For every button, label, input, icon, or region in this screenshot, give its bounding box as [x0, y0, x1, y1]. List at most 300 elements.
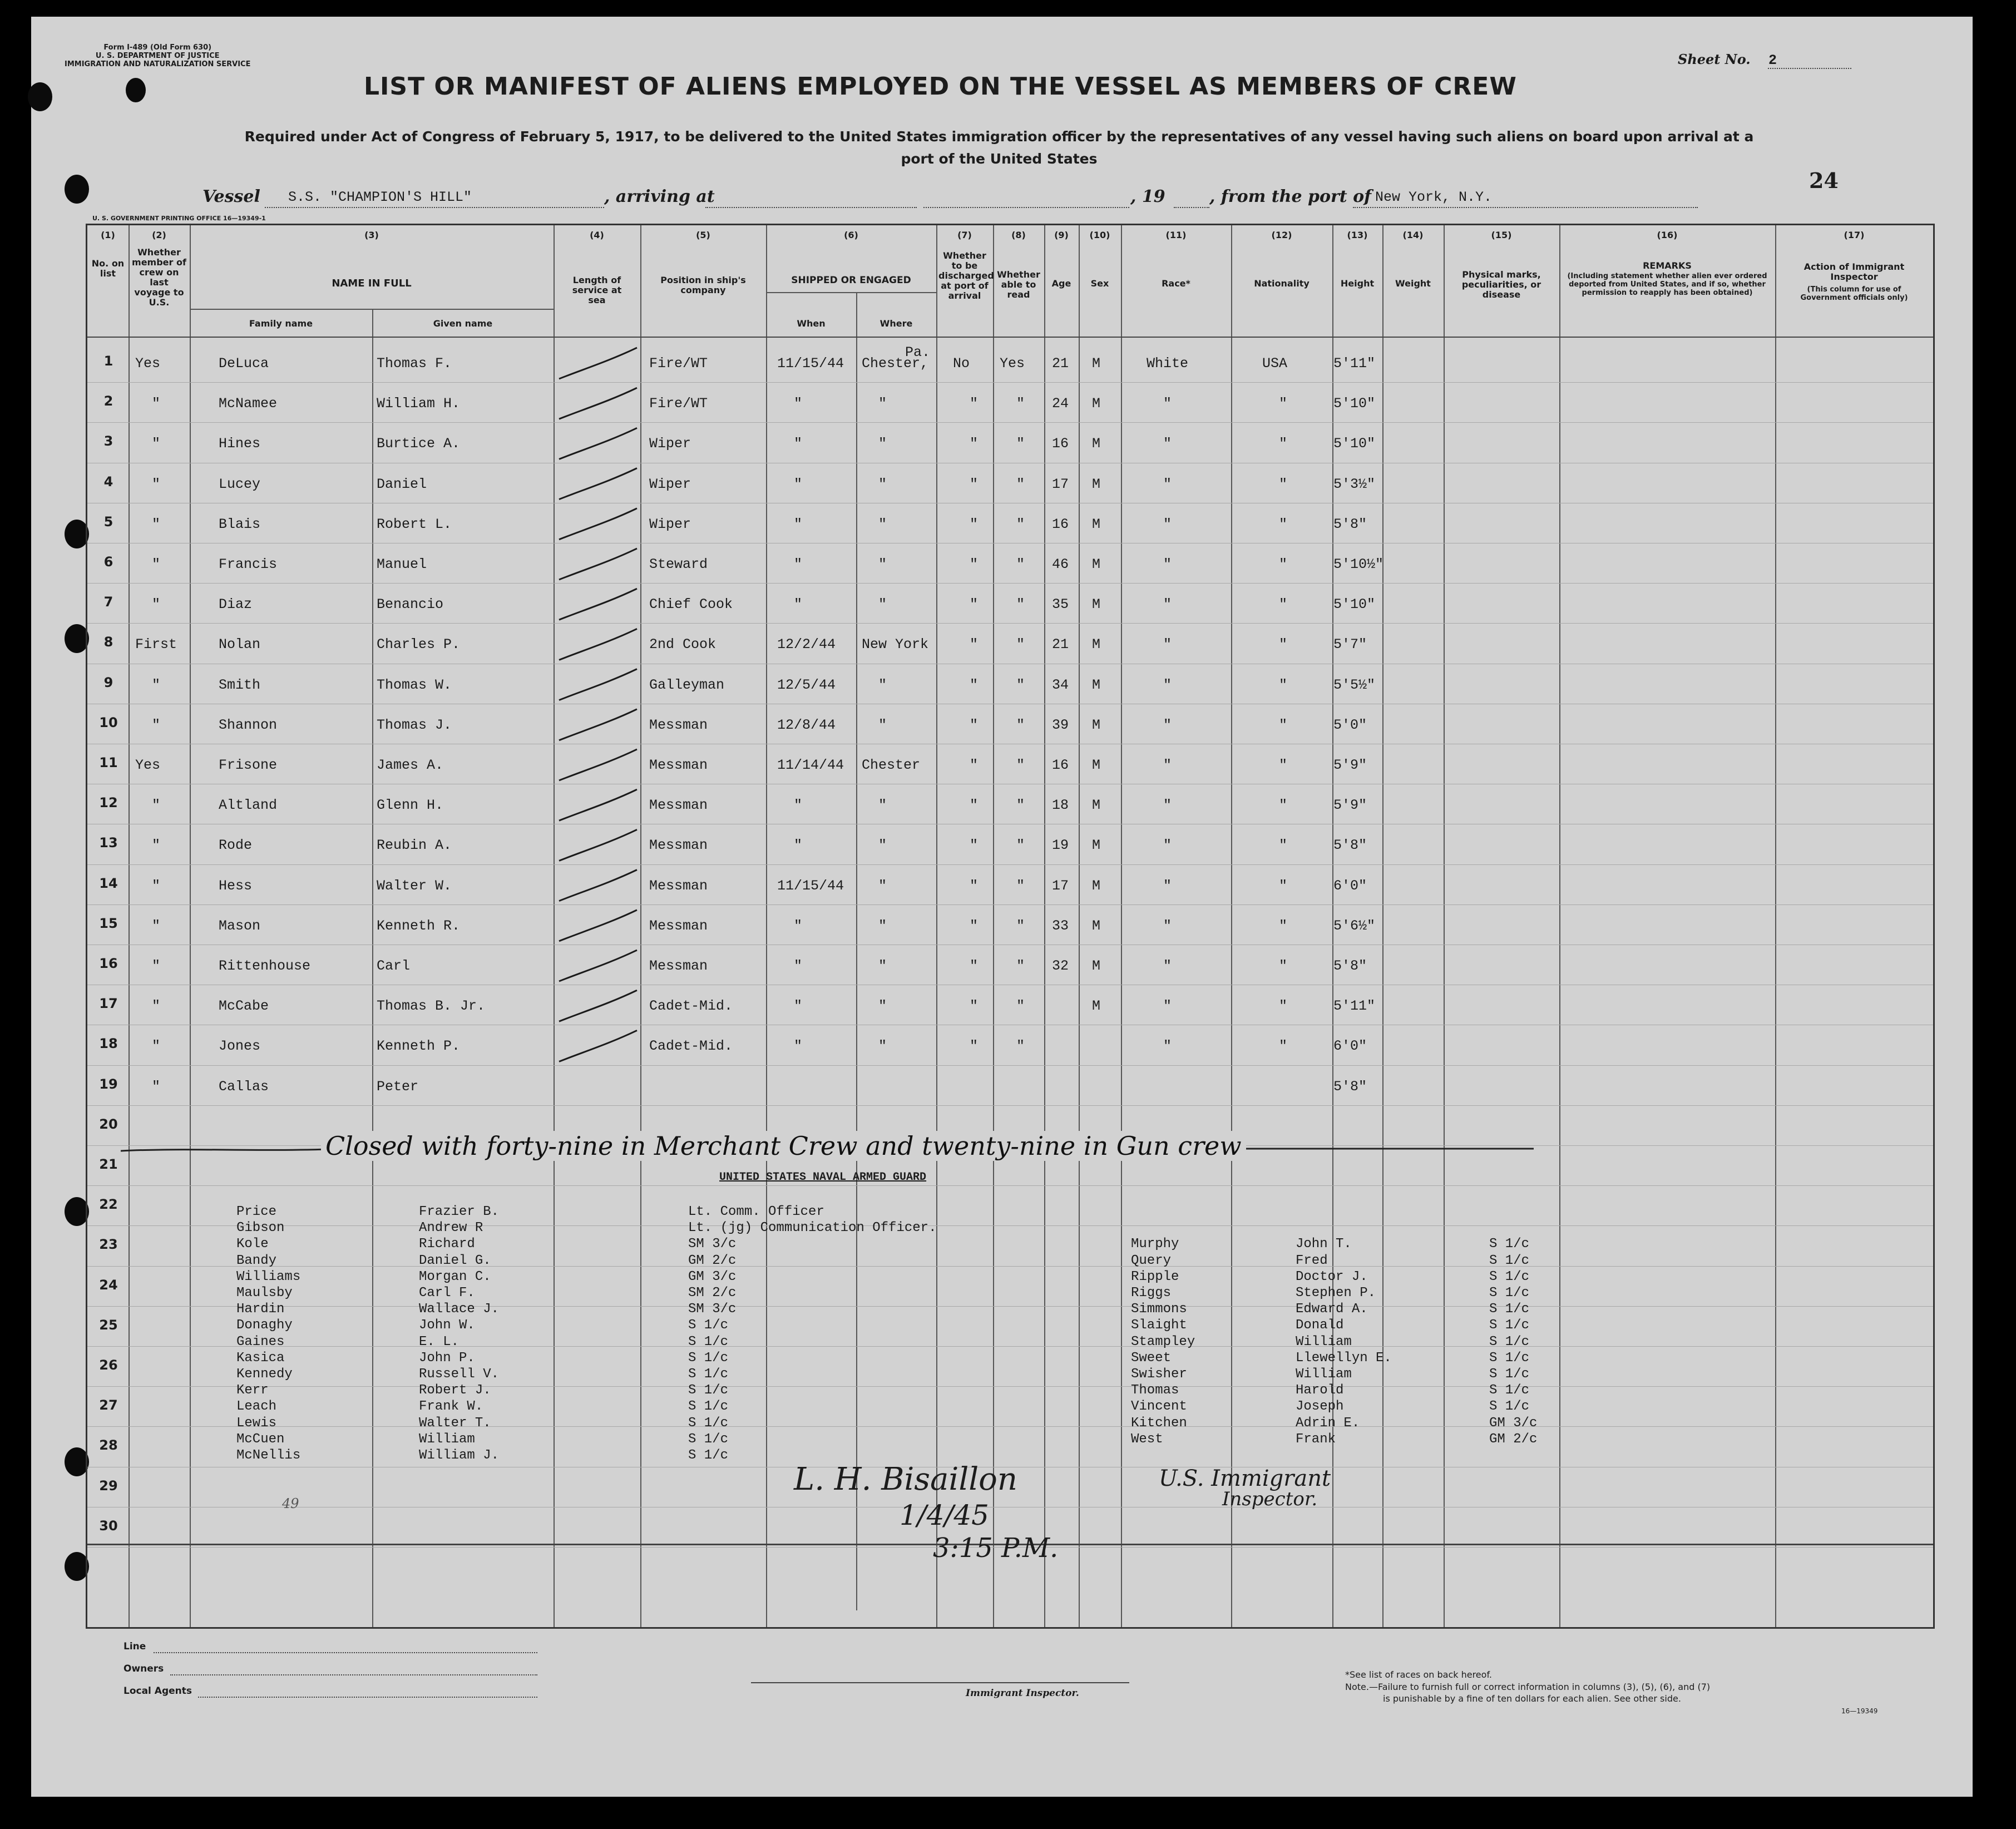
position: Wiper: [649, 436, 691, 452]
row-number: 5: [103, 513, 113, 530]
column-divider: [856, 292, 857, 1610]
row-number: 14: [99, 875, 118, 891]
shipped-where: ": [878, 716, 887, 733]
height: 5'8": [1333, 958, 1367, 974]
given-name: James A.: [377, 757, 444, 773]
age: 17: [1052, 476, 1069, 492]
family-name: Diaz: [219, 596, 253, 613]
row-line: [87, 1185, 1933, 1186]
position: Cadet-Mid.: [649, 1038, 733, 1055]
sex: M: [1092, 917, 1101, 934]
guard-family-name: Bandy: [236, 1253, 277, 1268]
service-slash-mark: [559, 910, 637, 941]
given-name: Burtice A.: [377, 436, 461, 452]
position: Fire/WT: [649, 396, 708, 412]
column-divider: [993, 225, 994, 1627]
family-name: Blais: [219, 516, 261, 532]
discharged: ": [970, 877, 979, 894]
header-shipped-or-engaged: SHIPPED OR ENGAGED: [791, 275, 911, 286]
row-number: 28: [99, 1437, 118, 1454]
height: 5'10½": [1333, 556, 1384, 572]
column-divider: [1775, 225, 1776, 1627]
guard-family-name: Stampley: [1131, 1334, 1195, 1349]
header-physical-marks: Physical marks, peculiarities, or disease: [1461, 269, 1541, 300]
guard-rate: S 1/c: [688, 1350, 729, 1366]
subtitle-line-2: port of the United States: [901, 151, 1098, 167]
sex: M: [1092, 516, 1101, 532]
subtitle: [109, 126, 1889, 170]
sex: M: [1092, 436, 1101, 452]
age: 35: [1052, 596, 1069, 613]
race: ": [1163, 436, 1172, 452]
guard-family-name: Leach: [236, 1399, 277, 1415]
nationality: ": [1279, 757, 1288, 773]
height: 5'9": [1333, 797, 1367, 814]
prev-voyage: ": [152, 877, 161, 894]
guard-family-name: Thomas: [1131, 1383, 1179, 1398]
column-number: (2): [152, 230, 166, 240]
sex: M: [1092, 837, 1101, 854]
prev-voyage: Yes: [135, 355, 161, 372]
height: 5'11": [1333, 355, 1376, 372]
page-title: LIST OR MANIFEST OF ALIENS EMPLOYED ON THE VESSEL AS MEMBERS OF CREW: [364, 72, 1517, 101]
year-line: [1174, 207, 1209, 208]
race: ": [1163, 917, 1172, 934]
row-line: [87, 864, 1933, 865]
row-line: [87, 1105, 1933, 1106]
service-slash-mark: [559, 669, 637, 700]
service-slash-mark: [559, 749, 637, 780]
sheet-label: Sheet No.: [1678, 51, 1751, 67]
prev-voyage: ": [152, 596, 161, 613]
row-number: 16: [99, 956, 118, 971]
sex: M: [1092, 396, 1101, 412]
footer-owners-field: [170, 1674, 537, 1675]
header-sex: Sex: [1090, 278, 1109, 289]
age: 16: [1052, 757, 1069, 773]
race: ": [1163, 516, 1172, 532]
prev-voyage: ": [152, 797, 161, 814]
nationality: ": [1279, 716, 1288, 733]
discharged: ": [970, 1038, 979, 1055]
shipped-where: Chester: [862, 757, 921, 773]
row-number: 8: [103, 634, 113, 650]
header-remarks-note: (Including statement whether alien ever ordered deported from United States, and if so, whether permission to reapply has been obtained): [1567, 272, 1767, 297]
shipped-when: ": [794, 958, 803, 974]
discharged: ": [970, 797, 979, 814]
age: 24: [1052, 396, 1069, 412]
page-number: 24: [1809, 168, 1839, 193]
able-to-read: ": [1016, 837, 1025, 854]
guard-family-name: Gaines: [236, 1334, 285, 1349]
race: ": [1163, 837, 1172, 854]
guard-rate: S 1/c: [688, 1431, 729, 1447]
prev-voyage: ": [152, 837, 161, 854]
given-name: Thomas W.: [377, 676, 452, 693]
guard-rate: SM 3/c: [688, 1237, 737, 1252]
guard-family-name: Gibson: [236, 1220, 285, 1236]
guard-given-name: Morgan C.: [419, 1269, 491, 1284]
race: ": [1163, 636, 1172, 653]
guard-given-name: John T.: [1296, 1237, 1352, 1252]
guard-family-name: Query: [1131, 1253, 1172, 1268]
race: ": [1163, 556, 1172, 572]
height: 6'0": [1333, 1038, 1367, 1055]
footer-race-note: *See list of races on back hereof.: [1345, 1669, 1492, 1680]
family-name: Smith: [219, 676, 261, 693]
punch-hole: [126, 78, 146, 102]
column-divider: [1231, 225, 1232, 1627]
guard-rate: SM 2/c: [688, 1286, 737, 1301]
service-slash-mark: [559, 428, 637, 459]
row-number: 26: [99, 1357, 118, 1373]
discharged: ": [970, 396, 979, 412]
sex: M: [1092, 716, 1101, 733]
shipped-where: ": [878, 676, 887, 693]
height: 5'8": [1333, 516, 1367, 532]
header-nationality: Nationality: [1254, 278, 1310, 289]
shipped-when: 11/15/44: [777, 877, 844, 894]
form-id: [65, 43, 250, 68]
shipped-when: ": [794, 797, 803, 814]
family-name: DeLuca: [219, 355, 269, 372]
position: Fire/WT: [649, 355, 708, 372]
shipped-where: ": [878, 958, 887, 974]
margin-mark: 49: [282, 1496, 299, 1511]
discharged: ": [970, 436, 979, 452]
row-line: [87, 382, 1933, 383]
family-name: McNamee: [219, 396, 278, 412]
guard-family-name: Kitchen: [1131, 1415, 1187, 1431]
guard-family-name: McNellis: [236, 1448, 301, 1463]
service-slash-mark: [559, 348, 637, 379]
form-id-line: U. S. DEPARTMENT OF JUSTICE: [95, 52, 220, 60]
guard-given-name: Richard: [419, 1237, 475, 1252]
sex: M: [1092, 636, 1101, 653]
age: 33: [1052, 917, 1069, 934]
age: 34: [1052, 676, 1069, 693]
guard-given-name: Doctor J.: [1296, 1269, 1368, 1284]
column-number: (7): [957, 230, 972, 240]
able-to-read: ": [1016, 797, 1025, 814]
given-name: Reubin A.: [377, 837, 452, 854]
row-number: 19: [99, 1076, 118, 1092]
name-subheader-line: [190, 309, 554, 310]
discharged: ": [970, 716, 979, 733]
footer-note-2: is punishable by a fine of ten dollars for each alien. See other side.: [1383, 1693, 1681, 1704]
column-divider: [936, 225, 937, 1627]
guard-given-name: Llewellyn E.: [1296, 1350, 1392, 1366]
row-line: [87, 1386, 1933, 1387]
guard-family-name: Lewis: [236, 1415, 277, 1431]
age: 18: [1052, 797, 1069, 814]
family-name: Rode: [219, 837, 253, 854]
arriving-line-2: [923, 207, 1129, 208]
sex: M: [1092, 797, 1101, 814]
shipped-when: ": [794, 596, 803, 613]
header-when: When: [797, 318, 826, 329]
guard-given-name: Edward A.: [1296, 1302, 1368, 1317]
guard-given-name: William: [1296, 1367, 1352, 1382]
shipped-where-state: Pa.: [905, 344, 931, 360]
shipped-where: ": [878, 917, 887, 934]
header-inspector-action: Action of Immigrant Inspector: [1803, 261, 1905, 282]
arriving-line: [705, 207, 917, 208]
punch-hole: [28, 82, 52, 111]
vessel-label: Vessel: [202, 187, 260, 206]
guard-family-name: Kerr: [236, 1383, 269, 1398]
inspector-title: Inspector.: [1222, 1488, 1318, 1510]
able-to-read: ": [1016, 998, 1025, 1015]
guard-given-name: Donald: [1296, 1318, 1344, 1333]
row-line: [87, 1346, 1933, 1347]
footer-inspector-label: Immigrant Inspector.: [966, 1688, 1079, 1699]
guard-family-name: McCuen: [236, 1431, 285, 1447]
guard-rate: SM 3/c: [688, 1302, 737, 1317]
subtitle-line-1: Required under Act of Congress of February 5, 1917, to be delivered to the United States immigration officer by the representatives of any vessel having such aliens on board upon arrival at a: [244, 128, 1754, 145]
guard-rate: GM 2/c: [688, 1253, 737, 1268]
prev-voyage: Yes: [135, 757, 161, 773]
guard-family-name: Simmons: [1131, 1302, 1187, 1317]
prev-voyage: ": [152, 998, 161, 1015]
able-to-read: ": [1016, 556, 1025, 572]
row-number: 20: [99, 1116, 118, 1132]
service-slashes: [554, 337, 643, 1171]
service-slash-mark: [559, 789, 637, 820]
family-name: Lucey: [219, 476, 261, 492]
footer-line-field: [154, 1652, 537, 1653]
header-remarks: REMARKS: [1643, 260, 1692, 271]
able-to-read: ": [1016, 877, 1025, 894]
shipped-where: ": [878, 396, 887, 412]
age: 16: [1052, 436, 1069, 452]
position: Messman: [649, 958, 708, 974]
column-number: (15): [1491, 230, 1512, 240]
guard-rate: S 1/c: [688, 1399, 729, 1415]
header-weight: Weight: [1395, 278, 1431, 289]
column-number: (12): [1271, 230, 1292, 240]
row-line: [87, 1266, 1933, 1267]
guard-family-name: Kasica: [236, 1350, 285, 1366]
guard-rate: S 1/c: [688, 1334, 729, 1349]
header-family-name: Family name: [249, 318, 313, 329]
race: ": [1163, 596, 1172, 613]
age: 39: [1052, 716, 1069, 733]
position: Messman: [649, 837, 708, 854]
able-to-read: Yes: [1000, 355, 1025, 372]
discharged: ": [970, 958, 979, 974]
able-to-read: ": [1016, 436, 1025, 452]
row-number: 11: [99, 755, 118, 770]
row-number: 10: [99, 714, 118, 730]
guard-family-name: Price: [236, 1204, 277, 1219]
service-slash-mark: [559, 388, 637, 419]
inspector-signature: L. H. Bisaillon: [794, 1461, 1017, 1497]
sex: M: [1092, 556, 1101, 572]
from-port-line: [1353, 207, 1698, 208]
family-name: Callas: [219, 1078, 269, 1095]
guard-given-name: William J.: [419, 1448, 500, 1463]
sheet-value: 2: [1768, 52, 1777, 68]
given-name: Robert L.: [377, 516, 452, 532]
height: 5'10": [1333, 396, 1376, 412]
position: 2nd Cook: [649, 636, 717, 653]
row-number: 30: [99, 1517, 118, 1534]
row-number: 6: [103, 554, 113, 570]
height: 5'7": [1333, 636, 1367, 653]
position: Steward: [649, 556, 708, 572]
column-number: (14): [1402, 230, 1424, 240]
able-to-read: ": [1016, 757, 1025, 773]
able-to-read: ": [1016, 516, 1025, 532]
guard-rate: S 1/c: [1489, 1253, 1530, 1268]
given-name: Charles P.: [377, 636, 461, 653]
column-number: (4): [590, 230, 604, 240]
shipped-when: 12/8/44: [777, 716, 836, 733]
height: 5'9": [1333, 757, 1367, 773]
vessel-line: [265, 207, 604, 208]
service-slash-mark: [559, 1030, 637, 1061]
crew-table: [86, 224, 1935, 1629]
nationality: ": [1279, 556, 1288, 572]
nationality: ": [1279, 596, 1288, 613]
column-number: (9): [1054, 230, 1069, 240]
guard-rate: GM 3/c: [1489, 1415, 1538, 1431]
position: Cadet-Mid.: [649, 998, 733, 1015]
guard-given-name: Frank W.: [419, 1399, 483, 1415]
shipped-when: ": [794, 837, 803, 854]
guard-given-name: Daniel G.: [419, 1253, 491, 1268]
race: ": [1163, 877, 1172, 894]
given-name: Thomas B. Jr.: [377, 998, 486, 1015]
sex: M: [1092, 476, 1101, 492]
given-name: Kenneth R.: [377, 917, 461, 934]
guard-rate: S 1/c: [1489, 1399, 1530, 1415]
guard-rate: S 1/c: [1489, 1302, 1530, 1317]
height: 5'8": [1333, 1078, 1367, 1095]
inspector-title: U.S. Immigrant: [1159, 1466, 1331, 1491]
guard-rate: GM 2/c: [1489, 1431, 1538, 1447]
guard-given-name: John P.: [419, 1350, 475, 1366]
position: Wiper: [649, 476, 691, 492]
prev-voyage: First: [135, 636, 177, 653]
header-discharged: Whether to be discharged at port of arrival: [938, 250, 994, 301]
family-name: Nolan: [219, 636, 261, 653]
row-number: 27: [99, 1397, 118, 1413]
sex: M: [1092, 757, 1101, 773]
service-slash-mark: [559, 870, 637, 901]
race: White: [1147, 355, 1189, 372]
given-name: Daniel: [377, 476, 427, 492]
row-number: 1: [103, 353, 113, 369]
header-separator: [87, 337, 1933, 338]
age: 19: [1052, 837, 1069, 854]
sex: M: [1092, 676, 1101, 693]
shipped-where: ": [878, 797, 887, 814]
family-name: Francis: [219, 556, 278, 572]
guard-family-name: Kennedy: [236, 1367, 293, 1382]
row-number: 17: [99, 996, 118, 1012]
height: 5'6½": [1333, 917, 1376, 934]
header-name-in-full: NAME IN FULL: [332, 278, 412, 289]
discharged: ": [970, 476, 979, 492]
position: Messman: [649, 917, 708, 934]
position: Messman: [649, 716, 708, 733]
year-label: , 19: [1130, 187, 1165, 206]
shipped-subheader-line: [766, 292, 936, 293]
manifest-sheet: [31, 17, 1973, 1797]
column-divider: [190, 225, 191, 1627]
guard-rate: S 1/c: [1489, 1318, 1530, 1333]
family-name: Jones: [219, 1038, 261, 1055]
height: 5'0": [1333, 716, 1367, 733]
row-line: [87, 1065, 1933, 1066]
column-divider: [129, 225, 130, 1627]
row-number: 9: [103, 674, 113, 690]
shipped-when: ": [794, 1038, 803, 1055]
guard-family-name: Murphy: [1131, 1237, 1179, 1252]
row-number: 18: [99, 1036, 118, 1052]
column-divider: [766, 225, 767, 1627]
prev-voyage: ": [152, 556, 161, 572]
nationality: ": [1279, 476, 1288, 492]
nationality: USA: [1262, 355, 1288, 372]
given-name: Manuel: [377, 556, 427, 572]
able-to-read: ": [1016, 396, 1025, 412]
row-number: 4: [103, 473, 113, 490]
guard-rate: S 1/c: [1489, 1334, 1530, 1349]
guard-given-name: John W.: [419, 1318, 475, 1333]
shipped-where: ": [878, 1038, 887, 1055]
guard-rate: S 1/c: [688, 1383, 729, 1398]
header-race: Race*: [1162, 278, 1190, 289]
age: 46: [1052, 556, 1069, 572]
able-to-read: ": [1016, 716, 1025, 733]
family-name: McCabe: [219, 998, 269, 1015]
guard-given-name: E. L.: [419, 1334, 459, 1349]
row-line: [87, 422, 1933, 423]
guard-family-name: Kole: [236, 1237, 269, 1252]
guard-rate: Lt. (jg) Communication Officer.: [688, 1220, 937, 1236]
age: 32: [1052, 958, 1069, 974]
header-height: Height: [1340, 278, 1375, 289]
shipped-where: ": [878, 516, 887, 532]
guard-given-name: Walter T.: [419, 1415, 491, 1431]
family-name: Hines: [219, 436, 261, 452]
row-line: [87, 583, 1933, 584]
prev-voyage: ": [152, 958, 161, 974]
height: 5'8": [1333, 837, 1367, 854]
guard-rate: GM 3/c: [688, 1269, 737, 1284]
position: Messman: [649, 877, 708, 894]
guard-rate: S 1/c: [1489, 1286, 1530, 1301]
row-number: 2: [103, 393, 113, 409]
family-name: Altland: [219, 797, 278, 814]
given-name: Thomas J.: [377, 716, 452, 733]
guard-family-name: Donaghy: [236, 1318, 293, 1333]
guard-rate: S 1/c: [688, 1318, 729, 1333]
given-name: Carl: [377, 958, 411, 974]
service-slash-mark: [559, 468, 637, 500]
position: Messman: [649, 797, 708, 814]
row-number: 7: [103, 594, 113, 610]
shipped-where: ": [878, 877, 887, 894]
guard-rate: S 1/c: [688, 1415, 729, 1431]
signed-date: 1/4/45: [900, 1499, 989, 1531]
guard-rate: S 1/c: [688, 1448, 729, 1463]
family-name: Rittenhouse: [219, 958, 311, 974]
guard-given-name: Fred: [1296, 1253, 1328, 1268]
